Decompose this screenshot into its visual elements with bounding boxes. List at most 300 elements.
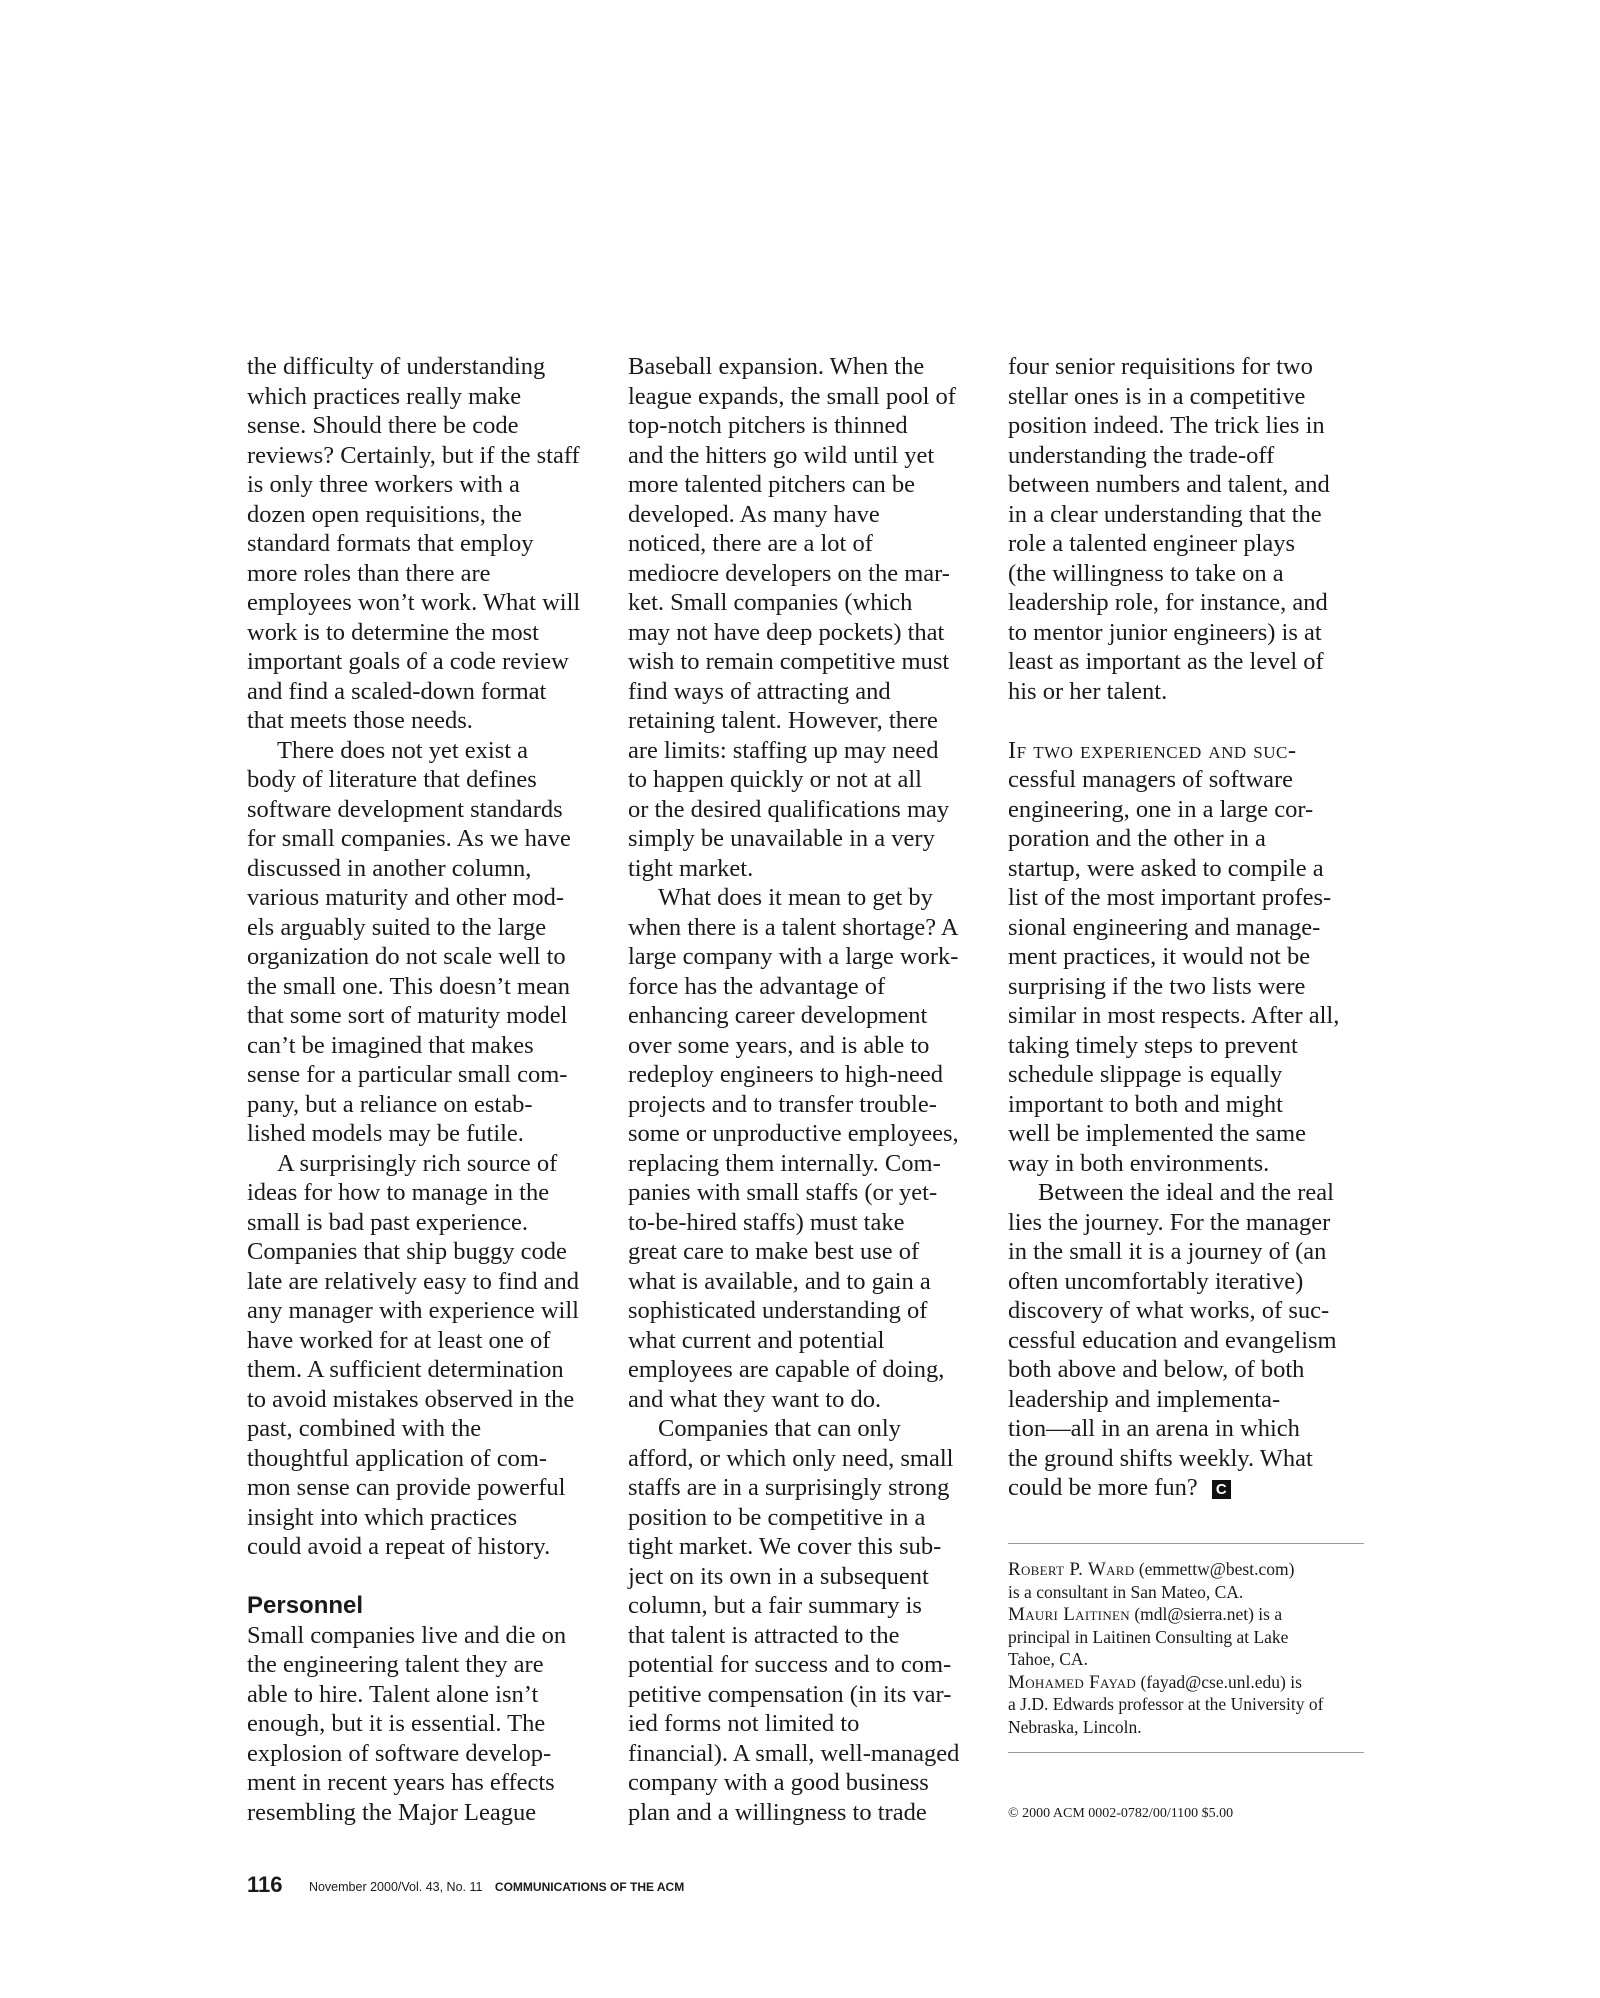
text-line	[1008, 1090, 1363, 1120]
text-line	[247, 1503, 602, 1533]
text-line	[628, 382, 983, 412]
text-line-content: panies with small staffs (or yet-	[628, 1179, 938, 1206]
text-line-content: leadership role, for instance, and	[1008, 589, 1328, 616]
text-line-content: them. A sufficient determination	[247, 1356, 564, 1383]
text-line	[1008, 883, 1363, 913]
text-line-content: Baseball expansion. When the	[628, 353, 925, 380]
text-line	[1008, 1473, 1363, 1503]
article-column-2	[628, 352, 983, 1827]
bio-text: is a consultant in San Mateo, CA.	[1008, 1581, 1244, 1602]
text-line-content: any manager with experience will	[247, 1297, 579, 1324]
text-line-content: are limits: staffing up may need	[628, 736, 939, 764]
text-line	[247, 1090, 602, 1120]
text-line-content: enough, but it is essential. The	[247, 1710, 546, 1737]
text-line	[247, 677, 602, 707]
text-line	[247, 1414, 602, 1444]
text-line	[628, 588, 983, 618]
text-line-content: understanding the trade-off	[1008, 441, 1275, 469]
text-line	[247, 1296, 602, 1326]
bio-line	[1008, 1626, 1364, 1649]
text-line	[247, 1060, 602, 1090]
text-line-content: ment in recent years has effects	[247, 1769, 555, 1796]
page-footer	[247, 1872, 684, 1898]
text-line-content: to-be-hired staffs) must take	[628, 1208, 905, 1236]
text-line	[247, 972, 602, 1002]
bio-text: Nebraska, Lincoln.	[1008, 1716, 1142, 1737]
text-line-content: Companies that ship buggy code	[247, 1238, 567, 1265]
text-line	[628, 411, 983, 441]
text-line-content: resembling the Major League	[247, 1798, 537, 1826]
text-line	[628, 1798, 983, 1828]
text-line	[247, 795, 602, 825]
text-line	[628, 736, 983, 766]
text-line-content: and what they want to do.	[628, 1385, 882, 1413]
text-line-content: reviews? Certainly, but if the staff	[247, 441, 580, 469]
text-line	[628, 1532, 983, 1562]
text-line-content: small is bad past experience.	[247, 1208, 528, 1236]
text-line-content: tight market. We cover this sub-	[628, 1533, 942, 1560]
text-line	[1008, 500, 1363, 530]
text-line	[628, 441, 983, 471]
text-line-content: financial). A small, well-managed	[628, 1739, 960, 1767]
text-line	[1008, 411, 1363, 441]
text-line	[628, 352, 983, 382]
bio-line	[1008, 1693, 1364, 1716]
text-line	[628, 883, 983, 913]
text-line-content: retaining talent. However, there	[628, 707, 938, 734]
text-line	[247, 647, 602, 677]
text-line-content: organization do not scale well to	[247, 943, 566, 970]
text-line	[628, 1326, 983, 1356]
text-line-content: There does not yet exist a	[277, 736, 529, 764]
text-line-content: that talent is attracted to the	[628, 1621, 900, 1649]
text-line	[247, 382, 602, 412]
text-line	[628, 824, 983, 854]
text-line	[628, 854, 983, 884]
text-line	[628, 1119, 983, 1149]
text-line	[247, 1001, 602, 1031]
text-line-content: important to both and might	[1008, 1090, 1283, 1118]
text-line-content: cessful managers of software	[1008, 766, 1294, 793]
text-line-content: staffs are in a surprisingly strong	[628, 1474, 950, 1501]
text-line-content: lies the journey. For the manager	[1008, 1208, 1331, 1236]
text-line-content: sense. Should there be code	[247, 412, 519, 439]
text-line-content: could avoid a repeat of history.	[247, 1533, 551, 1560]
text-line	[628, 677, 983, 707]
text-line	[1008, 559, 1363, 589]
text-line	[1008, 824, 1363, 854]
text-line	[247, 500, 602, 530]
text-line	[1008, 677, 1363, 707]
text-line	[247, 411, 602, 441]
bio-text: a J.D. Edwards professor at the University of	[1008, 1694, 1324, 1714]
text-line-content: important goals of a code review	[247, 648, 569, 675]
text-line-content: (the willingness to take on a	[1008, 559, 1284, 587]
text-line-content: and the hitters go wild until yet	[628, 441, 935, 469]
text-line	[628, 942, 983, 972]
text-line-content: in a clear understanding that the	[1008, 500, 1322, 528]
text-line-content: the ground shifts weekly. What	[1008, 1444, 1313, 1472]
text-line	[1008, 1001, 1363, 1031]
text-line-content: lished models may be futile.	[247, 1120, 524, 1147]
text-line	[247, 1326, 602, 1356]
text-line	[247, 529, 602, 559]
text-line	[1008, 1208, 1363, 1238]
text-line-content: over some years, and is able to	[628, 1031, 930, 1059]
text-line	[247, 706, 602, 736]
text-line-content: top-notch pitchers is thinned	[628, 412, 908, 439]
text-line-content: can’t be imagined that makes	[247, 1031, 534, 1059]
text-line	[247, 352, 602, 382]
text-line	[247, 1621, 602, 1651]
bio-line	[1008, 1603, 1364, 1626]
text-line-content: els arguably suited to the large	[247, 913, 547, 941]
text-line-content: Personnel	[247, 1592, 364, 1619]
bio-line	[1008, 1558, 1364, 1581]
text-line-content: that some sort of maturity model	[247, 1002, 568, 1029]
text-line-content: plan and a willingness to trade	[628, 1798, 927, 1826]
text-line-content: body of literature that defines	[247, 766, 537, 793]
text-line-content: What does it mean to get by	[658, 884, 933, 911]
text-line	[247, 1031, 602, 1061]
text-line-content: column, but a fair summary is	[628, 1592, 922, 1619]
text-line-content: what current and potential	[628, 1326, 885, 1354]
bio-text: (emmettw@best.com)	[1134, 1559, 1295, 1579]
text-line-content: for small companies. As we have	[247, 825, 571, 852]
text-line-content: league expands, the small pool of	[628, 382, 956, 410]
text-line	[628, 647, 983, 677]
text-line	[628, 1650, 983, 1680]
section-heading	[247, 1591, 602, 1621]
text-line	[628, 1473, 983, 1503]
text-line-content: ket. Small companies (which	[628, 589, 913, 616]
text-line-content: work is to determine the most	[247, 618, 539, 646]
text-line	[1008, 913, 1363, 943]
issue-info: November 2000/Vol. 43, No. 11	[308, 1880, 483, 1894]
bio-text: (mdl@sierra.net) is a	[1129, 1604, 1283, 1624]
bio-text: (fayad@cse.unl.edu) is	[1136, 1671, 1302, 1692]
text-line-content: the small one. This doesn’t mean	[247, 972, 570, 1000]
text-line	[628, 529, 983, 559]
text-line	[247, 1680, 602, 1710]
text-line-content: noticed, there are a lot of	[628, 530, 873, 557]
text-line	[1008, 1444, 1363, 1474]
text-line-content: redeploy engineers to high-need	[628, 1061, 943, 1088]
bio-line	[1008, 1581, 1364, 1604]
text-line	[247, 913, 602, 943]
text-line-content: surprising if the two lists were	[1008, 972, 1306, 1000]
author-bio	[1008, 1671, 1364, 1739]
text-line-content: sional engineering and manage-	[1008, 913, 1321, 941]
text-line-content: late are relatively easy to find and	[247, 1267, 579, 1295]
author-bio	[1008, 1603, 1364, 1671]
text-line-content: between numbers and talent, and	[1008, 471, 1330, 498]
text-line	[628, 1444, 983, 1474]
text-line-content: role a talented engineer plays	[1008, 530, 1296, 557]
text-line	[247, 1178, 602, 1208]
text-line	[628, 1267, 983, 1297]
text-line-content: insight into which practices	[247, 1503, 518, 1531]
text-line	[628, 559, 983, 589]
text-line	[1008, 1237, 1363, 1267]
text-line	[628, 1385, 983, 1415]
text-line	[247, 470, 602, 500]
text-line	[1008, 972, 1363, 1002]
author-name: Mauri Laitinen	[1008, 1604, 1130, 1625]
text-line-content: standard formats that employ	[247, 530, 534, 557]
text-line-content: discussed in another column,	[247, 854, 532, 882]
text-line-content: employees won’t work. What will	[247, 589, 581, 616]
bio-text: principal in Laitinen Consulting at Lake	[1008, 1626, 1289, 1647]
text-line	[247, 854, 602, 884]
text-line-content: replacing them internally. Com-	[628, 1149, 941, 1177]
text-line-content: potential for success and to com-	[628, 1651, 952, 1678]
text-line	[628, 1001, 983, 1031]
text-line	[628, 1414, 983, 1444]
text-line-content: large company with a large work-	[628, 943, 959, 970]
article-column-1	[247, 352, 602, 1827]
text-line-content: thoughtful application of com-	[247, 1444, 548, 1472]
text-line-content: may not have deep pockets) that	[628, 618, 945, 646]
text-line	[628, 1503, 983, 1533]
text-line	[1008, 1326, 1363, 1356]
text-line	[628, 1562, 983, 1592]
text-line	[628, 1060, 983, 1090]
text-line	[628, 795, 983, 825]
text-line	[628, 1739, 983, 1769]
text-line-content: way in both environments.	[1008, 1149, 1270, 1177]
text-line	[247, 883, 602, 913]
text-line	[628, 1208, 983, 1238]
text-line-content: is only three workers with a	[247, 471, 520, 498]
text-line-content: four senior requisitions for two	[1008, 353, 1313, 380]
text-line-content: what is available, and to gain a	[628, 1267, 931, 1295]
text-line-content: tight market.	[628, 854, 754, 882]
text-line-content: more talented pitchers can be	[628, 471, 916, 498]
text-line-content: could be more fun?	[1008, 1474, 1198, 1501]
copyright-notice: © 2000 ACM 0002-0782/00/1100 $5.00	[1008, 1806, 1234, 1821]
text-line-content: tion—all in an arena in which	[1008, 1415, 1300, 1442]
text-line	[1008, 1355, 1363, 1385]
text-line-content: taking timely steps to prevent	[1008, 1031, 1298, 1059]
text-line	[628, 470, 983, 500]
text-line-content: similar in most respects. After all,	[1008, 1002, 1340, 1029]
text-line-content: both above and below, of both	[1008, 1356, 1305, 1383]
text-line-content: well be implemented the same	[1008, 1120, 1306, 1147]
text-line-content: the difficulty of understanding	[247, 353, 546, 380]
text-line	[247, 1768, 602, 1798]
end-of-article-icon: C	[1212, 1480, 1231, 1499]
text-line-content: wish to remain competitive must	[628, 648, 950, 675]
text-line	[1008, 854, 1363, 884]
text-line-content: or the desired qualifications may	[628, 795, 950, 823]
text-line	[247, 441, 602, 471]
text-line-content: ment practices, it would not be	[1008, 943, 1311, 970]
paragraph-gap	[247, 1562, 602, 1592]
text-line-content: startup, were asked to compile a	[1008, 854, 1324, 882]
text-line	[628, 1031, 983, 1061]
text-line-content: to avoid mistakes observed in the	[247, 1385, 575, 1413]
text-line-content: force has the advantage of	[628, 972, 886, 1000]
text-line-content: often uncomfortably iterative)	[1008, 1267, 1304, 1295]
text-line-content: the engineering talent they are	[247, 1651, 544, 1678]
text-line	[628, 1149, 983, 1179]
text-line-content: great care to make best use of	[628, 1238, 920, 1265]
text-line	[1008, 1267, 1363, 1297]
text-line	[628, 1355, 983, 1385]
text-line	[247, 765, 602, 795]
text-line	[1008, 529, 1363, 559]
text-line-content: ject on its own in a subsequent	[628, 1562, 929, 1590]
text-line	[247, 736, 602, 766]
text-line-content: software development standards	[247, 795, 563, 823]
text-line-content: schedule slippage is equally	[1008, 1061, 1283, 1088]
text-line-content: pany, but a reliance on estab-	[247, 1090, 533, 1118]
text-line	[628, 765, 983, 795]
text-line-content: to happen quickly or not at all	[628, 766, 922, 793]
text-line	[1008, 795, 1363, 825]
text-line-content: able to hire. Talent alone isn’t	[247, 1680, 539, 1708]
text-line	[628, 500, 983, 530]
text-line-content: Companies that can only	[658, 1415, 901, 1442]
text-line-content: in the small it is a journey of (an	[1008, 1238, 1327, 1265]
text-line-content: least as important as the level of	[1008, 648, 1324, 675]
text-line-content: A surprisingly rich source of	[277, 1149, 558, 1177]
page-number: 116	[247, 1872, 283, 1897]
text-line-content: some or unproductive employees,	[628, 1120, 959, 1147]
text-line	[247, 1532, 602, 1562]
text-line	[1008, 1385, 1363, 1415]
text-line	[247, 1798, 602, 1828]
bio-line	[1008, 1716, 1364, 1739]
text-line	[1008, 1296, 1363, 1326]
text-line	[1008, 382, 1363, 412]
text-line	[628, 618, 983, 648]
bio-line	[1008, 1648, 1364, 1671]
text-line	[1008, 765, 1363, 795]
text-line	[628, 1621, 983, 1651]
text-line-content: position indeed. The trick lies in	[1008, 412, 1325, 439]
author-bio	[1008, 1558, 1364, 1603]
text-line-content: have worked for at least one of	[247, 1326, 551, 1354]
text-line	[1008, 1060, 1363, 1090]
text-line-content: Small companies live and die on	[247, 1621, 567, 1649]
text-line	[247, 1709, 602, 1739]
text-line	[247, 618, 602, 648]
text-line-content: past, combined with the	[247, 1415, 482, 1442]
text-line-content: his or her talent.	[1008, 677, 1168, 705]
author-bio-box	[1008, 1543, 1364, 1753]
text-line	[1008, 441, 1363, 471]
text-line	[628, 1090, 983, 1120]
text-line-content: employees are capable of doing,	[628, 1356, 945, 1383]
paragraph-gap	[1008, 706, 1363, 736]
text-line	[628, 706, 983, 736]
text-line	[247, 1739, 602, 1769]
text-line-content: list of the most important profes-	[1008, 884, 1332, 911]
text-line-content: sense for a particular small com-	[247, 1061, 568, 1088]
text-line	[247, 559, 602, 589]
text-line-content: cessful education and evangelism	[1008, 1326, 1337, 1354]
text-line	[1008, 736, 1363, 766]
text-line	[1008, 1149, 1363, 1179]
bio-line	[1008, 1671, 1364, 1694]
text-line-content: projects and to transfer trouble-	[628, 1090, 937, 1118]
text-line-content: that meets those needs.	[247, 707, 473, 734]
text-line	[628, 1709, 983, 1739]
text-line-content: developed. As many have	[628, 500, 880, 528]
text-line	[247, 1385, 602, 1415]
text-line-content: stellar ones is in a competitive	[1008, 382, 1306, 410]
text-line	[1008, 647, 1363, 677]
text-line	[247, 1149, 602, 1179]
text-line-content: mon sense can provide powerful	[247, 1474, 566, 1501]
text-line	[1008, 352, 1363, 382]
text-line-content: to mentor junior engineers) is at	[1008, 618, 1322, 646]
text-line	[628, 1680, 983, 1710]
text-line	[628, 1768, 983, 1798]
text-line-content: when there is a talent shortage? A	[628, 913, 959, 941]
text-line	[1008, 1031, 1363, 1061]
text-line-content: ideas for how to manage in the	[247, 1179, 550, 1206]
bio-text: Tahoe, CA.	[1008, 1649, 1088, 1669]
text-line-content: discovery of what works, of suc-	[1008, 1297, 1330, 1324]
text-line	[1008, 1414, 1363, 1444]
text-line	[1008, 1178, 1363, 1208]
text-line	[247, 1444, 602, 1474]
text-line-content: engineering, one in a large cor-	[1008, 795, 1314, 823]
text-line	[247, 1119, 602, 1149]
text-line	[628, 1237, 983, 1267]
text-line	[247, 1208, 602, 1238]
text-line-content: more roles than there are	[247, 559, 491, 587]
text-line-content: poration and the other in a	[1008, 825, 1266, 852]
text-line-content: sophisticated understanding of	[628, 1297, 928, 1324]
text-line	[1008, 470, 1363, 500]
text-line-content: simply be unavailable in a very	[628, 825, 935, 852]
text-line-content: If two experienced and suc-	[1008, 736, 1297, 764]
text-line	[247, 588, 602, 618]
text-line	[247, 1237, 602, 1267]
text-line	[628, 1178, 983, 1208]
text-line-content: find ways of attracting and	[628, 677, 891, 705]
text-line-content: company with a good business	[628, 1769, 929, 1796]
text-line	[628, 1296, 983, 1326]
text-line	[1008, 942, 1363, 972]
text-line-content: and find a scaled-down format	[247, 677, 547, 705]
text-line	[1008, 1119, 1363, 1149]
text-line-content: mediocre developers on the mar-	[628, 559, 950, 587]
magazine-name: COMMUNICATIONS OF THE ACM	[494, 1880, 685, 1894]
author-name: Robert P. Ward	[1008, 1559, 1135, 1580]
text-line	[628, 913, 983, 943]
text-line-content: enhancing career development	[628, 1002, 928, 1029]
text-line-content: which practices really make	[247, 382, 522, 410]
article-column-3	[1008, 352, 1363, 1503]
text-line-content: explosion of software develop-	[247, 1739, 552, 1767]
text-line	[1008, 618, 1363, 648]
text-line	[247, 1650, 602, 1680]
text-line-content: petitive compensation (in its var-	[628, 1680, 952, 1708]
text-line-content: ied forms not limited to	[628, 1710, 860, 1737]
text-line-content: afford, or which only need, small	[628, 1444, 954, 1472]
text-line	[247, 1355, 602, 1385]
text-line	[628, 1591, 983, 1621]
text-line-content: dozen open requisitions, the	[247, 500, 522, 528]
text-line	[247, 1473, 602, 1503]
author-name: Mohamed Fayad	[1008, 1671, 1137, 1693]
text-line	[1008, 588, 1363, 618]
